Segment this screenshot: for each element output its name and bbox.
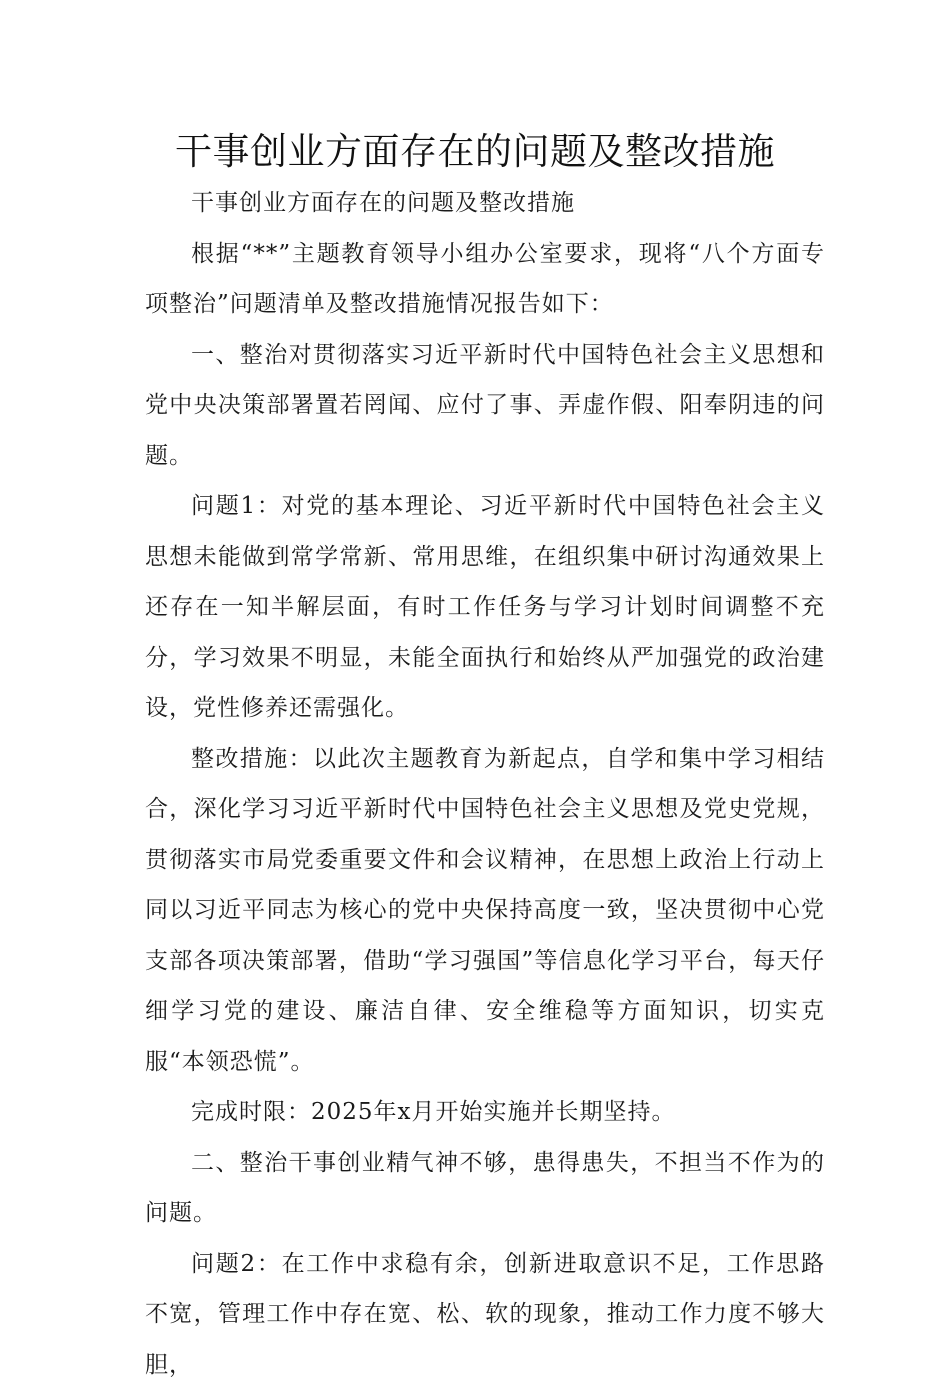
paragraph-problem-2: 问题2：在工作中求稳有余，创新进取意识不足，工作思路不宽，管理工作中存在宽、松、软的现象，推动工作力度不够大胆， <box>145 1239 825 1390</box>
paragraph-measures-1: 整改措施：以此次主题教育为新起点，自学和集中学习相结合，深化学习习近平新时代中国特色社会主义思想及党史党规，贯彻落实市局党委重要文件和会议精神，在思想上政治上行动上同以习近平同志为核心的党中央保持高度一致，坚决贯彻中心党支部各项决策部署，借助“学习强国”等信息化学习平台，每天仔细学习党的建设、廉洁自律、安全维稳等方面知识，切实克服“本领恐慌”。 <box>145 734 825 1088</box>
paragraph-deadline-1: 完成时限：2025年x月开始实施并长期坚持。 <box>145 1087 825 1138</box>
document-title: 干事创业方面存在的问题及整改措施 <box>0 126 950 178</box>
paragraph-intro: 根据“**”主题教育领导小组办公室要求，现将“八个方面专项整治”问题清单及整改措施情况报告如下： <box>145 229 825 330</box>
paragraph-subtitle: 干事创业方面存在的问题及整改措施 <box>145 178 825 229</box>
document-body <box>145 178 825 1390</box>
paragraph-section-1: 一、整治对贯彻落实习近平新时代中国特色社会主义思想和党中央决策部署置若罔闻、应付了事、弄虚作假、阳奉阴违的问题。 <box>145 330 825 482</box>
paragraph-section-2: 二、整治干事创业精气神不够，患得患失，不担当不作为的问题。 <box>145 1138 825 1239</box>
paragraph-problem-1: 问题1：对党的基本理论、习近平新时代中国特色社会主义思想未能做到常学常新、常用思维，在组织集中研讨沟通效果上还存在一知半解层面，有时工作任务与学习计划时间调整不充分，学习效果不明显，未能全面执行和始终从严加强党的政治建设，党性修养还需强化。 <box>145 481 825 734</box>
